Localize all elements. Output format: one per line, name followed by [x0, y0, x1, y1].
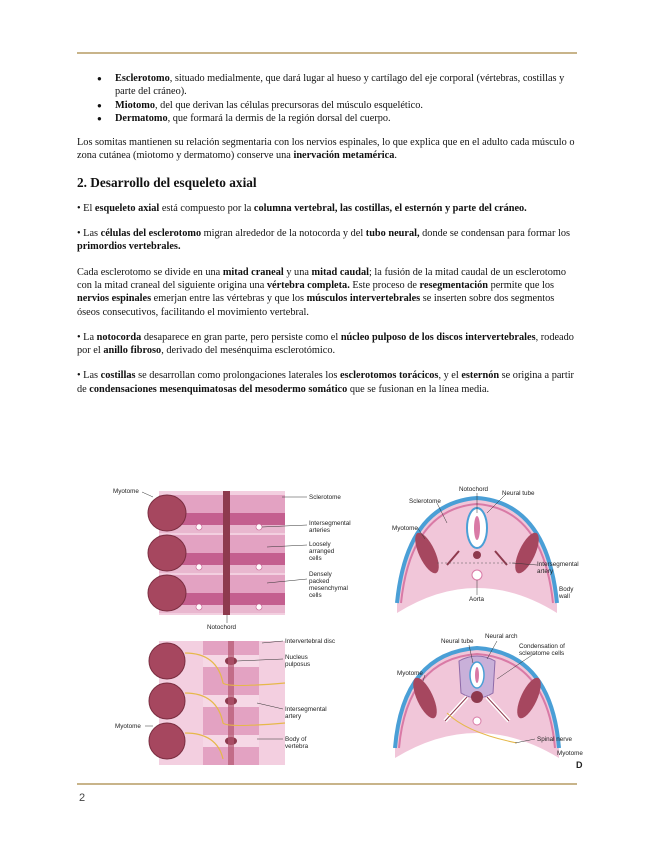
- label-intervertebral-disc: Intervertebral disc: [285, 638, 336, 645]
- label-sclerotome-right: Sclerotome: [409, 498, 441, 505]
- label-neural-tube-top: Neural tube: [502, 490, 535, 497]
- paragraph-metameric: Los somitas mantienen su relación segmentaria con los nervios espinales, lo que explica que en el adulto cada músculo o zona cutánea (miotomo y dermatomo) conserve una inervación metamérica.: [77, 137, 575, 162]
- cross-section-bottom-panel: [395, 633, 583, 770]
- label-body-wall-1: Body: [559, 586, 574, 593]
- cross-section-top-panel: [392, 486, 579, 613]
- footer-rule: [77, 783, 577, 785]
- document-body: [77, 72, 577, 408]
- label-notochord-right: Notochord: [459, 486, 489, 493]
- label-body-vertebra-2: vertebra: [285, 743, 309, 750]
- label-condensation-2: sclerotome cells: [519, 650, 565, 657]
- paragraph-notochord: • La notocorda desaparece en gran parte, pero persiste como el núcleo pulposo de los discos intervertebrales, rodeado por el anillo fibroso, derivado del mesénquima esclerotómico.: [77, 331, 574, 357]
- label-spinal-nerve: Spinal nerve: [537, 736, 573, 743]
- label-densely-4: cells: [309, 592, 322, 599]
- page-number: 2: [79, 792, 86, 804]
- label-myotome-bottom: Myotome: [115, 723, 141, 730]
- label-condensation-1: Condensation of: [519, 643, 565, 650]
- label-loosely-2: arranged: [309, 548, 335, 555]
- vertebra-formation-panel: [115, 638, 335, 765]
- bullet-myotome: ● Miotomo, del que derivan las células precursoras del músculo esquelético.: [77, 99, 577, 112]
- sclerotome-column-panel: [113, 488, 351, 631]
- label-body-wall-2: wall: [559, 593, 570, 600]
- label-aorta: Aorta: [469, 596, 485, 603]
- paragraph-resegmentation: Cada esclerotomo se divide en una mitad craneal y una mitad caudal; la fusión de la mitad caudal de un esclerotomo con la mitad craneal del siguiente origina una vértebra completa. Este proceso de resegmentación permite que los nervios espinales emerjan entre las vértebras y que los músculos intervertebrales se inserten sobre dos segmentos óseos consecutivos, facilitando el movimiento vertebral.: [77, 266, 567, 318]
- label-neural-tube-bottom: Neural tube: [441, 638, 474, 645]
- label-body-vertebra-1: Body of: [285, 736, 307, 743]
- label-notochord-left: Notochord: [207, 624, 237, 631]
- label-intersegmental-right-1: Intersegmental: [537, 561, 579, 568]
- label-myotome-top: Myotome: [113, 488, 139, 495]
- label-sclerotome: Sclerotome: [309, 494, 341, 501]
- label-densely-3: mesenchymal: [309, 585, 348, 592]
- label-myotome-right-bottom-2: Myotome: [557, 750, 583, 757]
- section-heading: 2. Desarrollo del esqueleto axial: [77, 174, 257, 190]
- paragraph-ribs: • Las costillas se desarrollan como prolongaciones laterales los esclerotomos torácicos, y el esternón se origina a partir de condensaciones mesenquimatosas del mesodermo somático que se fusionan en la línea media.: [77, 370, 574, 395]
- label-intersegmental-right-2: artery: [537, 568, 554, 575]
- label-intersegmental-artery-2: artery: [285, 713, 302, 720]
- vertebral-development-figure: [107, 483, 587, 773]
- panel-letter: D: [576, 760, 583, 770]
- label-myotome-right-top: Myotome: [392, 525, 418, 532]
- bullet-sclerotome: ● Esclerotomo, situado medialmente, que dará lugar al hueso y cartílago del eje corporal (vértebras, costillas y parte del cráneo).: [77, 72, 577, 99]
- label-densely-1: Densely: [309, 571, 332, 578]
- label-loosely-3: cells: [309, 555, 322, 562]
- paragraph-sclerotome-cells: • Las células del esclerotomo migran alrededor de la notocorda y del tubo neural, donde se condensan para formar los primordios vertebrales.: [77, 228, 570, 253]
- paragraph-axial-skeleton: • El esqueleto axial está compuesto por la columna vertebral, las costillas, el esternón y parte del cráneo.: [77, 202, 527, 214]
- notochord-rod: [223, 491, 230, 615]
- bullet-dermatome: ● Dermatomo, que formará la dermis de la región dorsal del cuerpo.: [77, 112, 577, 125]
- label-intersegmental-arteries-2: arteries: [309, 527, 330, 534]
- label-densely-2: packed: [309, 578, 330, 585]
- label-myotome-right-bottom: Myotome: [397, 670, 423, 677]
- label-nucleus-2: pulposus: [285, 661, 311, 668]
- label-nucleus-1: Nucleus: [285, 654, 308, 661]
- somite-bullets: [77, 72, 577, 125]
- label-intersegmental-artery-1: Intersegmental: [285, 706, 327, 713]
- label-intersegmental-arteries-1: Intersegmental: [309, 520, 351, 527]
- header-rule: [77, 52, 577, 54]
- label-loosely-1: Loosely: [309, 541, 331, 548]
- label-neural-arch: Neural arch: [485, 633, 518, 640]
